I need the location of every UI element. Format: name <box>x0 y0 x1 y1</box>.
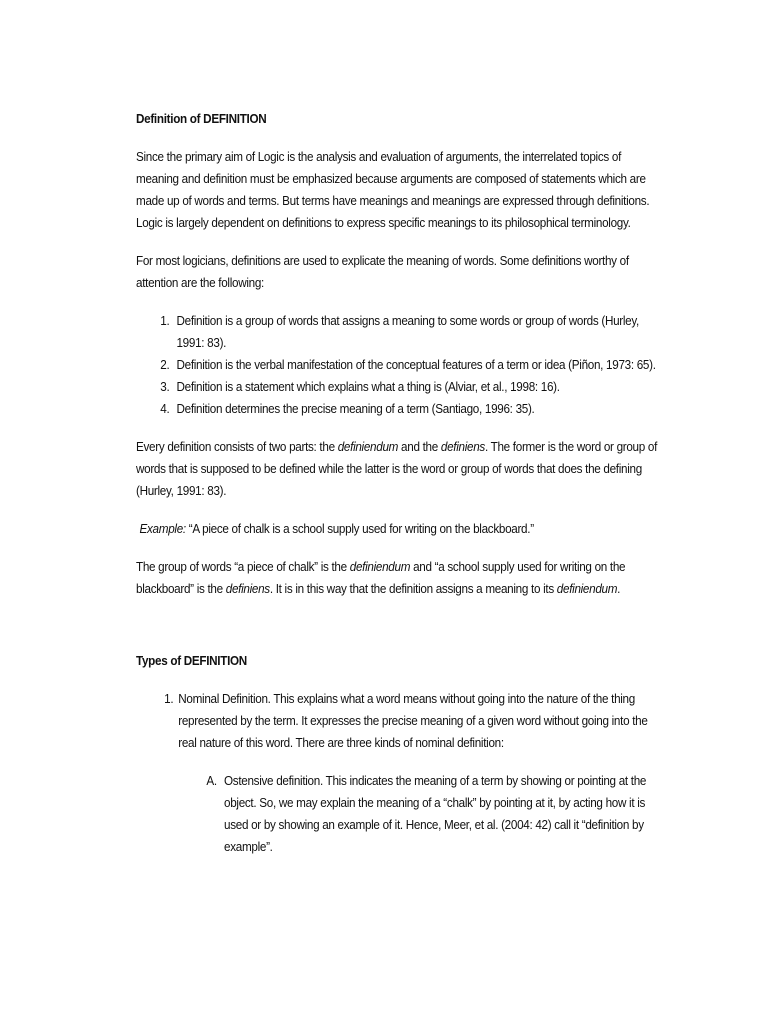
list-text: Definition is a statement which explains what a thing is (Alviar, et al., 1998: 16). <box>176 379 560 394</box>
text-run: and the <box>398 439 441 454</box>
text-run: . The former is the word or group of words that is supposed to be defined while the latter is the word or group of words that does the defining (Hurley, 1991: 83). <box>136 439 658 498</box>
list-number: 1. <box>160 313 170 328</box>
list-item <box>136 310 664 354</box>
term-definiendum: definiendum <box>349 559 411 574</box>
example-text: “A piece of chalk is a school supply used for writing on the blackboard.” <box>185 521 534 536</box>
list-number: 3. <box>160 379 170 394</box>
definitions-list <box>136 310 664 420</box>
term-definiens: definiens <box>440 439 485 454</box>
list-text: Nominal Definition. This explains what a word means without going into the nature of the thing represented by the term. It expresses the precise meaning of a given word without going into the real nature of this word. There are three kinds of nominal definition: <box>178 691 648 750</box>
sub-list-letter: A. <box>206 773 217 788</box>
paragraph-logicians: For most logicians, definitions are used to explicate the meaning of words. Some definitions worthy of attention are the following: <box>136 253 629 290</box>
text-run: The group of words “a piece of chalk” is the <box>136 559 350 574</box>
list-text: Definition is the verbal manifestation of the conceptual features of a term or idea (Piñon, 1973: 65). <box>176 357 656 372</box>
term-definiens: definiens <box>225 581 270 596</box>
text-run: and “a school supply used for writing on the blackboard” is the <box>136 559 626 596</box>
paragraph-parts <box>136 436 664 502</box>
text-run: . <box>617 581 621 596</box>
example-line <box>140 518 664 540</box>
list-text: Definition determines the precise meaning of a term (Santiago, 1996: 35). <box>176 401 535 416</box>
list-item <box>136 376 664 398</box>
document-body <box>136 108 664 858</box>
term-definiendum: definiendum <box>337 439 399 454</box>
text-run: . It is in this way that the definition assigns a meaning to its <box>269 581 557 596</box>
list-number: 1. <box>164 691 174 706</box>
list-number: 4. <box>160 401 170 416</box>
sub-list-text: Ostensive definition. This indicates the meaning of a term by showing or pointing at the object. So, we may explain the meaning of a “chalk” by pointing at it, by acting how it is used or by showing an example of it. Hence, Meer, et al. (2004: 42) call it “definition by example”. <box>224 773 647 854</box>
list-item <box>136 398 664 420</box>
text-run: Every definition consists of two parts: the <box>136 439 338 454</box>
example-label: Example: <box>139 521 186 536</box>
types-list <box>136 688 664 858</box>
list-number: 2. <box>160 357 170 372</box>
list-item <box>136 354 664 376</box>
term-definiendum: definiendum <box>556 581 618 596</box>
paragraph-intro: Since the primary aim of Logic is the analysis and evaluation of arguments, the interrelated topics of meaning and definition must be emphasized because arguments are composed of statements which are made up of words and terms. But terms have meanings and meanings are expressed through definitions. Logic is largely dependent on definitions to express specific meanings to its philosophical terminology. <box>136 149 650 230</box>
heading-definition: Definition of DEFINITION <box>136 111 267 126</box>
list-text: Definition is a group of words that assigns a meaning to some words or group of words (Hurley, 1991: 83). <box>176 313 640 350</box>
heading-types: Types of DEFINITION <box>136 653 247 668</box>
sub-list-item <box>136 770 664 858</box>
list-item <box>136 688 664 754</box>
paragraph-explanation <box>136 556 664 600</box>
